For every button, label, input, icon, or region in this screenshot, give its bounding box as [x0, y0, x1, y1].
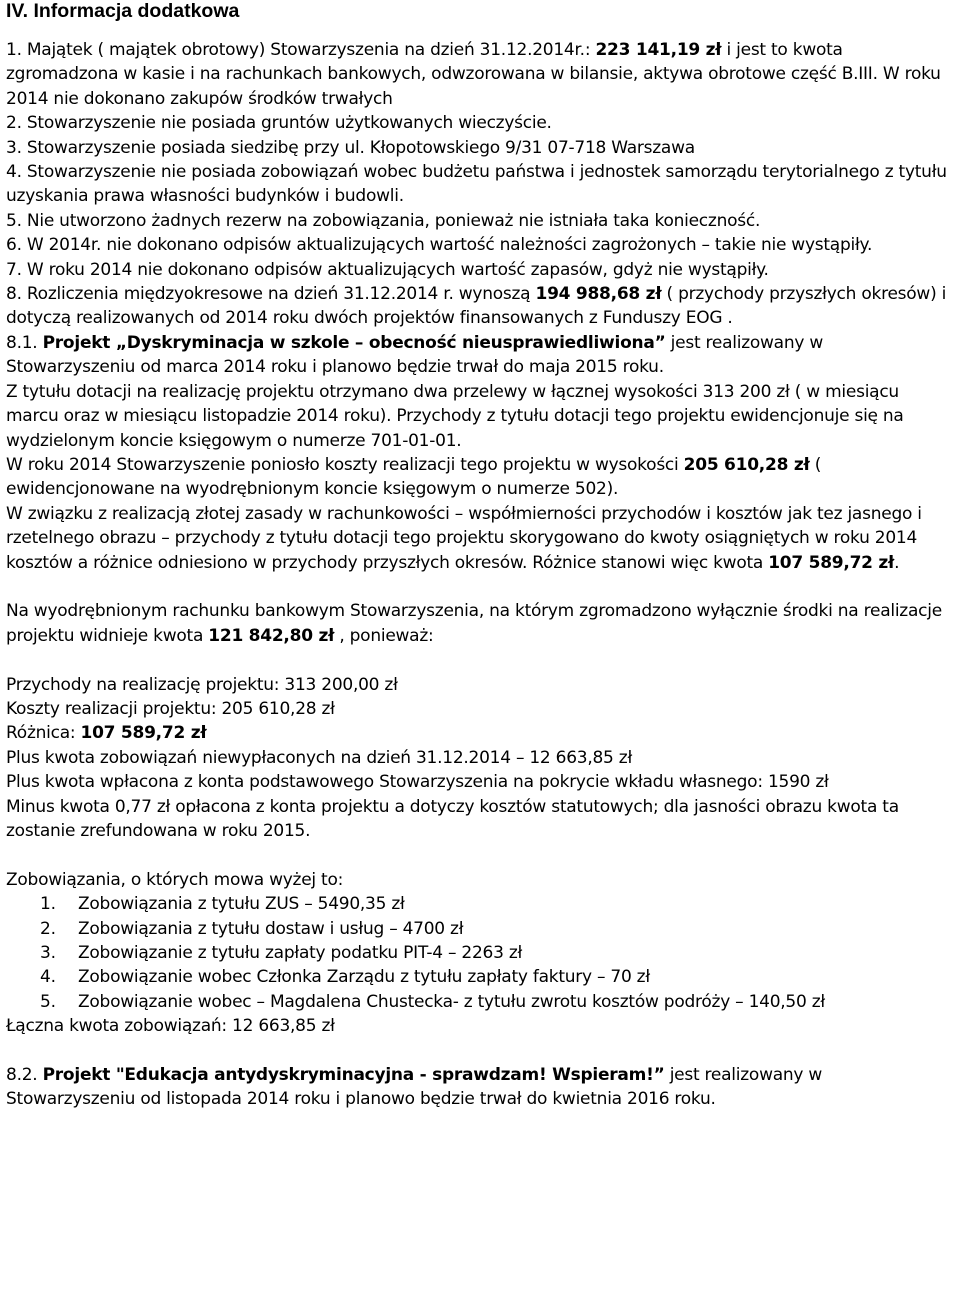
- item-8-1-grant: Z tytułu dotacji na realizację projektu otrzymano dwa przelewy w łącznej wysokości 313 200 zł ( w miesiącu marcu oraz w miesiącu listopadzie 2014 roku). Przychody z tytułu dotacji tego projektu ewidencjonuje się na wydzielonym koncie księgowym o numerze 701-01-01.: [6, 381, 904, 451]
- item-8-1-matching-post: .: [894, 552, 900, 573]
- item-1-text-pre: 1. Majątek ( majątek obrotowy) Stowarzyszenia na dzień 31.12.2014r.:: [6, 40, 596, 60]
- item-1-text-post: i jest to kwota zgromadzona w kasie i na rachunkach bankowych, odwzorowana w bilansie, aktywa obrotowe część B.III. W roku 2014 nie dokonano zakupów środków trwałych: [6, 40, 941, 109]
- item-1-assets: [6, 38, 956, 111]
- item-8-1-matching-amount: 107 589,72 zł: [768, 552, 895, 573]
- item-5-reserves: 5. Nie utworzono żadnych rezerw na zobowiązania, ponieważ nie istniała taka konieczność.: [6, 210, 761, 231]
- list-item-text: Zobowiązania z tytułu dostaw i usług – 4700 zł: [78, 918, 464, 939]
- item-8-2-number: 8.2.: [6, 1065, 43, 1085]
- calc-costs: Koszty realizacji projektu: 205 610,28 zł: [6, 698, 335, 719]
- item-7-inventory: 7. W roku 2014 nie dokonano odpisów aktualizujących wartość zapasów, gdyż nie wystąpiły.: [6, 259, 769, 280]
- item-4-obligations: 4. Stowarzyszenie nie posiada zobowiązań wobec budżetu państwa i jednostek samorządu terytorialnego z tytułu uzyskania prawa własności budynków i budowli.: [6, 162, 947, 207]
- list-item: [6, 917, 956, 941]
- list-item: [6, 965, 956, 989]
- item-8-1-costs-pre: W roku 2014 Stowarzyszenie poniosło koszty realizacji tego projektu w wysokości: [6, 454, 684, 475]
- bank-account-post: , ponieważ:: [334, 625, 434, 646]
- calc-own-contribution: Plus kwota wpłacona z konta podstawowego Stowarzyszenia na pokrycie wkładu własnego: 1590 zł: [6, 772, 829, 793]
- liabilities-intro: Zobowiązania, o których mowa wyżej to:: [6, 869, 344, 890]
- list-item-text: Zobowiązanie wobec Członka Zarządu z tytułu zapłaty faktury – 70 zł: [78, 967, 650, 988]
- item-3-seat: 3. Stowarzyszenie posiada siedzibę przy ul. Kłopotowskiego 9/31 07-718 Warszawa: [6, 137, 695, 158]
- calc-revenue: Przychody na realizację projektu: 313 200,00 zł: [6, 674, 398, 695]
- item-8-2-title: Projekt "Edukacja antydyskryminacyjna - sprawdzam! Wspieram!”: [42, 1065, 665, 1085]
- list-item-text: Zobowiązanie z tytułu zapłaty podatku PIT-4 – 2263 zł: [78, 942, 523, 963]
- list-item: [6, 990, 956, 1014]
- item-1-amount: 223 141,19 zł: [595, 40, 722, 60]
- item-8-1-text: jest realizowany w Stowarzyszeniu od marca 2014 roku i planowo będzie trwał do maja 2015 roku.: [6, 332, 823, 378]
- item-8-accruals: [6, 282, 956, 331]
- bank-account-amount: 121 842,80 zł: [208, 625, 335, 646]
- item-8-1-costs: [6, 453, 956, 502]
- list-item: [6, 941, 956, 965]
- item-8-text-post: ( przychody przyszłych okresów) i dotyczą realizowanych od 2014 roku dwóch projektów finansowanych z Funduszy EOG .: [6, 284, 947, 329]
- item-8-1-title: Projekt „Dyskryminacja w szkole – obecność nieusprawiedliwiona”: [42, 332, 666, 353]
- list-item-number: 2.: [40, 918, 56, 939]
- item-8-2-project: [6, 1063, 956, 1112]
- item-8-2-text: jest realizowany w Stowarzyszeniu od listopada 2014 roku i planowo będzie trwał do kwietnia 2016 roku.: [6, 1065, 823, 1110]
- list-item-number: 4.: [40, 967, 56, 988]
- liabilities-total: Łączna kwota zobowiązań: 12 663,85 zł: [6, 1016, 335, 1037]
- bank-account-paragraph: [6, 599, 956, 648]
- list-item-number: 1.: [40, 894, 56, 915]
- list-item-text: Zobowiązanie wobec – Magdalena Chustecka- z tytułu zwrotu kosztów podróży – 140,50 zł: [78, 991, 825, 1012]
- section-heading: IV. Informacja dodatkowa: [6, 0, 240, 22]
- calc-refund: Minus kwota 0,77 zł opłacona z konta projektu a dotyczy kosztów statutowych; dla jasności obrazu kwota ta zostanie zrefundowana w roku 2015.: [6, 796, 899, 841]
- calc-difference-label: Różnica:: [6, 723, 81, 744]
- list-item-number: 3.: [40, 942, 56, 963]
- item-6-receivables: 6. W 2014r. nie dokonano odpisów aktualizujących wartość należności zagrożonych – takie nie wystąpiły.: [6, 235, 873, 256]
- list-item-text: Zobowiązania z tytułu ZUS – 5490,35 zł: [78, 894, 405, 915]
- item-8-1-costs-amount: 205 610,28 zł: [683, 454, 810, 475]
- item-8-1-matching-pre: W związku z realizacją złotej zasady w rachunkowości – współmierności przychodów i kosztów jak tez jasnego i rzetelnego obrazu – przychody z tytułu dotacji tego projektu skorygowano do kwoty osiągniętych w roku 2014 kosztów a różnice odniesiono w przychody przyszłych okresów. Różnice stanowi więc kwota: [6, 503, 922, 573]
- calc-difference-amount: 107 589,72 zł: [80, 723, 207, 744]
- item-8-1-number: 8.1.: [6, 332, 43, 353]
- item-2-land: 2. Stowarzyszenie nie posiada gruntów użytkowanych wieczyście.: [6, 113, 552, 134]
- item-8-text-pre: 8. Rozliczenia międzyokresowe na dzień 31.12.2014 r. wynoszą: [6, 284, 536, 305]
- list-item-number: 5.: [40, 991, 56, 1012]
- item-8-1-costs-post: ( ewidencjonowane na wyodrębnionym koncie księgowym o numerze 502).: [6, 454, 822, 500]
- item-8-amount: 194 988,68 zł: [535, 284, 662, 305]
- liabilities-list: [6, 892, 956, 1014]
- bank-account-pre: Na wyodrębnionym rachunku bankowym Stowarzyszenia, na którym zgromadzono wyłącznie środki na realizacje projektu widnieje kwota: [6, 601, 942, 646]
- list-item: [6, 892, 956, 916]
- item-8-1-project: [6, 331, 956, 380]
- calc-difference: [6, 721, 956, 745]
- calc-unpaid: Plus kwota zobowiązań niewypłaconych na dzień 31.12.2014 – 12 663,85 zł: [6, 747, 633, 768]
- item-8-1-matching: [6, 502, 956, 575]
